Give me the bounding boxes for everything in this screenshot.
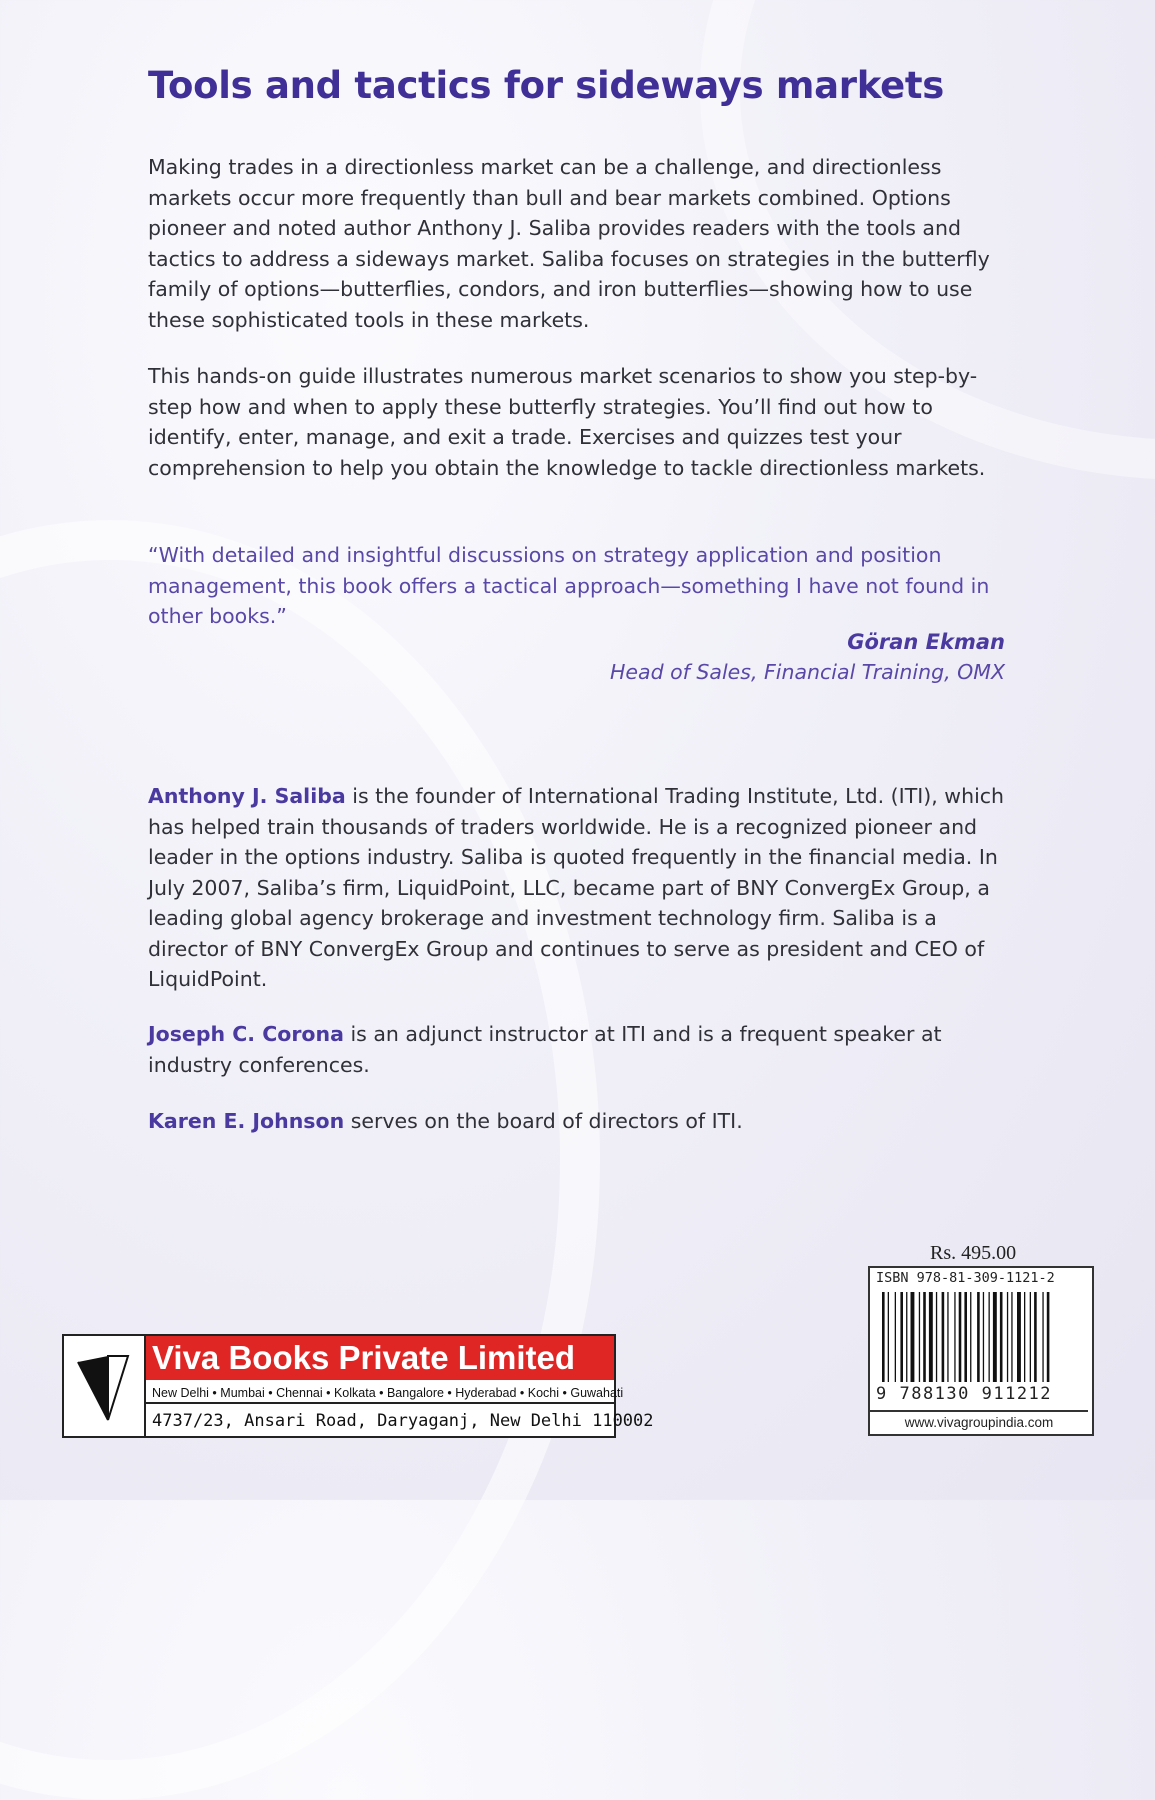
price-label: Rs. 495.00 <box>930 1242 1017 1264</box>
barcode-bar <box>900 1292 903 1382</box>
barcode-bar <box>993 1292 997 1382</box>
quote-author-role: Head of Sales, Financial Training, OMX <box>610 660 1005 684</box>
text-line: identify, enter, manage, and exit a trade. Exercises and quizzes test your <box>148 425 902 449</box>
quote-line: “With detailed and insightful discussions on strategy application and position <box>148 543 942 567</box>
barcode-block <box>868 1266 1094 1436</box>
text-line: industry conferences. <box>148 1052 370 1077</box>
barcode-bar <box>1017 1292 1021 1382</box>
barcode-bar <box>923 1292 926 1382</box>
author-name: Joseph C. Corona <box>148 1022 344 1046</box>
bio-text: serves on the board of directors of ITI. <box>344 1109 743 1133</box>
barcode-bar <box>895 1292 896 1382</box>
barcode-bar <box>1024 1292 1025 1382</box>
publisher-cities: New Delhi • Mumbai • Chennai • Kolkata • Bangalore • Hyderabad • Kochi • Guwahati <box>146 1382 614 1404</box>
barcode-bar <box>989 1292 990 1382</box>
publisher-address: 4737/23, Ansari Road, Daryaganj, New Delhi 110002 <box>152 1411 654 1431</box>
author-bio-corona <box>148 1019 942 1080</box>
testimonial-quote <box>148 540 989 632</box>
background-swoosh <box>0 520 600 1800</box>
publisher-logo-icon <box>64 1336 146 1436</box>
text-line: leading global agency brokerage and investment technology firm. Saliba is a <box>148 906 937 930</box>
barcode-bar <box>936 1292 937 1382</box>
barcode-bar <box>1000 1292 1003 1382</box>
barcode-bar <box>1011 1292 1012 1382</box>
text-line: This hands-on guide illustrates numerous market scenarios to show you step-by- <box>148 364 978 388</box>
bio-first-line <box>148 1106 743 1137</box>
barcode-bar <box>977 1292 980 1382</box>
barcode-bar <box>1007 1292 1008 1382</box>
barcode-icon <box>882 1292 1078 1382</box>
guide-paragraph <box>148 361 985 483</box>
publisher-block <box>62 1334 654 1438</box>
bio-text: is the founder of International Trading Institute, Ltd. (ITI), which <box>345 784 1005 808</box>
barcode-digits: 9 788130 911212 <box>876 1384 1053 1404</box>
text-line: LiquidPoint. <box>148 967 268 991</box>
bio-first-line <box>148 781 1004 812</box>
quote-line: other books.” <box>148 604 287 628</box>
author-name: Anthony J. Saliba <box>148 784 346 808</box>
author-name: Karen E. Johnson <box>148 1109 345 1133</box>
text-line: comprehension to help you obtain the knowledge to tackle directionless markets. <box>148 455 986 480</box>
text-line: director of BNY ConvergEx Group and continues to serve as president and CEO of <box>148 936 985 961</box>
page-title: Tools and tactics for sideways markets <box>148 64 944 107</box>
text-line: these sophisticated tools in these markets. <box>148 307 590 332</box>
barcode-bar <box>970 1292 971 1382</box>
barcode-bar <box>964 1292 967 1382</box>
description-paragraph <box>148 152 990 335</box>
barcode-bar <box>906 1292 907 1382</box>
barcode-bar <box>919 1292 920 1382</box>
text-line: family of options—butterflies, condors, and iron butterflies—showing how to use <box>148 277 973 301</box>
barcode-bar <box>1034 1292 1037 1382</box>
text-line: July 2007, Saliba’s firm, LiquidPoint, LLC, became part of BNY ConvergEx Group, a <box>148 875 990 900</box>
barcode-bar <box>959 1292 962 1382</box>
text-line: has helped train thousands of traders worldwide. He is a recognized pioneer and <box>148 814 978 839</box>
quote-line: management, this book offers a tactical approach—something I have not found in <box>148 573 990 598</box>
barcode-bar <box>942 1292 945 1382</box>
barcode-bar <box>1030 1292 1031 1382</box>
barcode-bar <box>1042 1292 1043 1382</box>
author-bio-saliba <box>148 781 1004 995</box>
barcode-bar <box>983 1292 984 1382</box>
bio-text: is an adjunct instructor at ITI and is a frequent speaker at <box>343 1022 942 1046</box>
isbn-label: ISBN 978-81-309-1121-2 <box>876 1270 1055 1286</box>
text-line: tactics to address a sideways market. Saliba focuses on strategies in the butterfly <box>148 246 990 271</box>
barcode-bar <box>882 1292 885 1382</box>
barcode-bar <box>888 1292 889 1382</box>
barcode-bar <box>1047 1292 1050 1382</box>
barcode-bar <box>929 1292 933 1382</box>
bio-first-line <box>148 1019 942 1050</box>
barcode-bar <box>911 1292 915 1382</box>
text-line: markets occur more frequently than bull and bear markets combined. Options <box>148 185 951 210</box>
text-line: Making trades in a directionless market can be a challenge, and directionless <box>148 155 942 179</box>
text-line: leader in the options industry. Saliba is quoted frequently in the financial media. In <box>148 845 998 869</box>
author-bio-johnson <box>148 1106 743 1137</box>
publisher-name: Viva Books Private Limited <box>146 1336 614 1380</box>
text-line: pioneer and noted author Anthony J. Saliba provides readers with the tools and <box>148 216 961 240</box>
barcode-bar <box>947 1292 948 1382</box>
publisher-website: www.vivagroupindia.com <box>870 1410 1088 1434</box>
quote-author: Göran Ekman <box>847 630 1005 654</box>
text-line: step how and when to apply these butterfly strategies. You’ll find out how to <box>148 394 933 419</box>
barcode-bar <box>954 1292 955 1382</box>
